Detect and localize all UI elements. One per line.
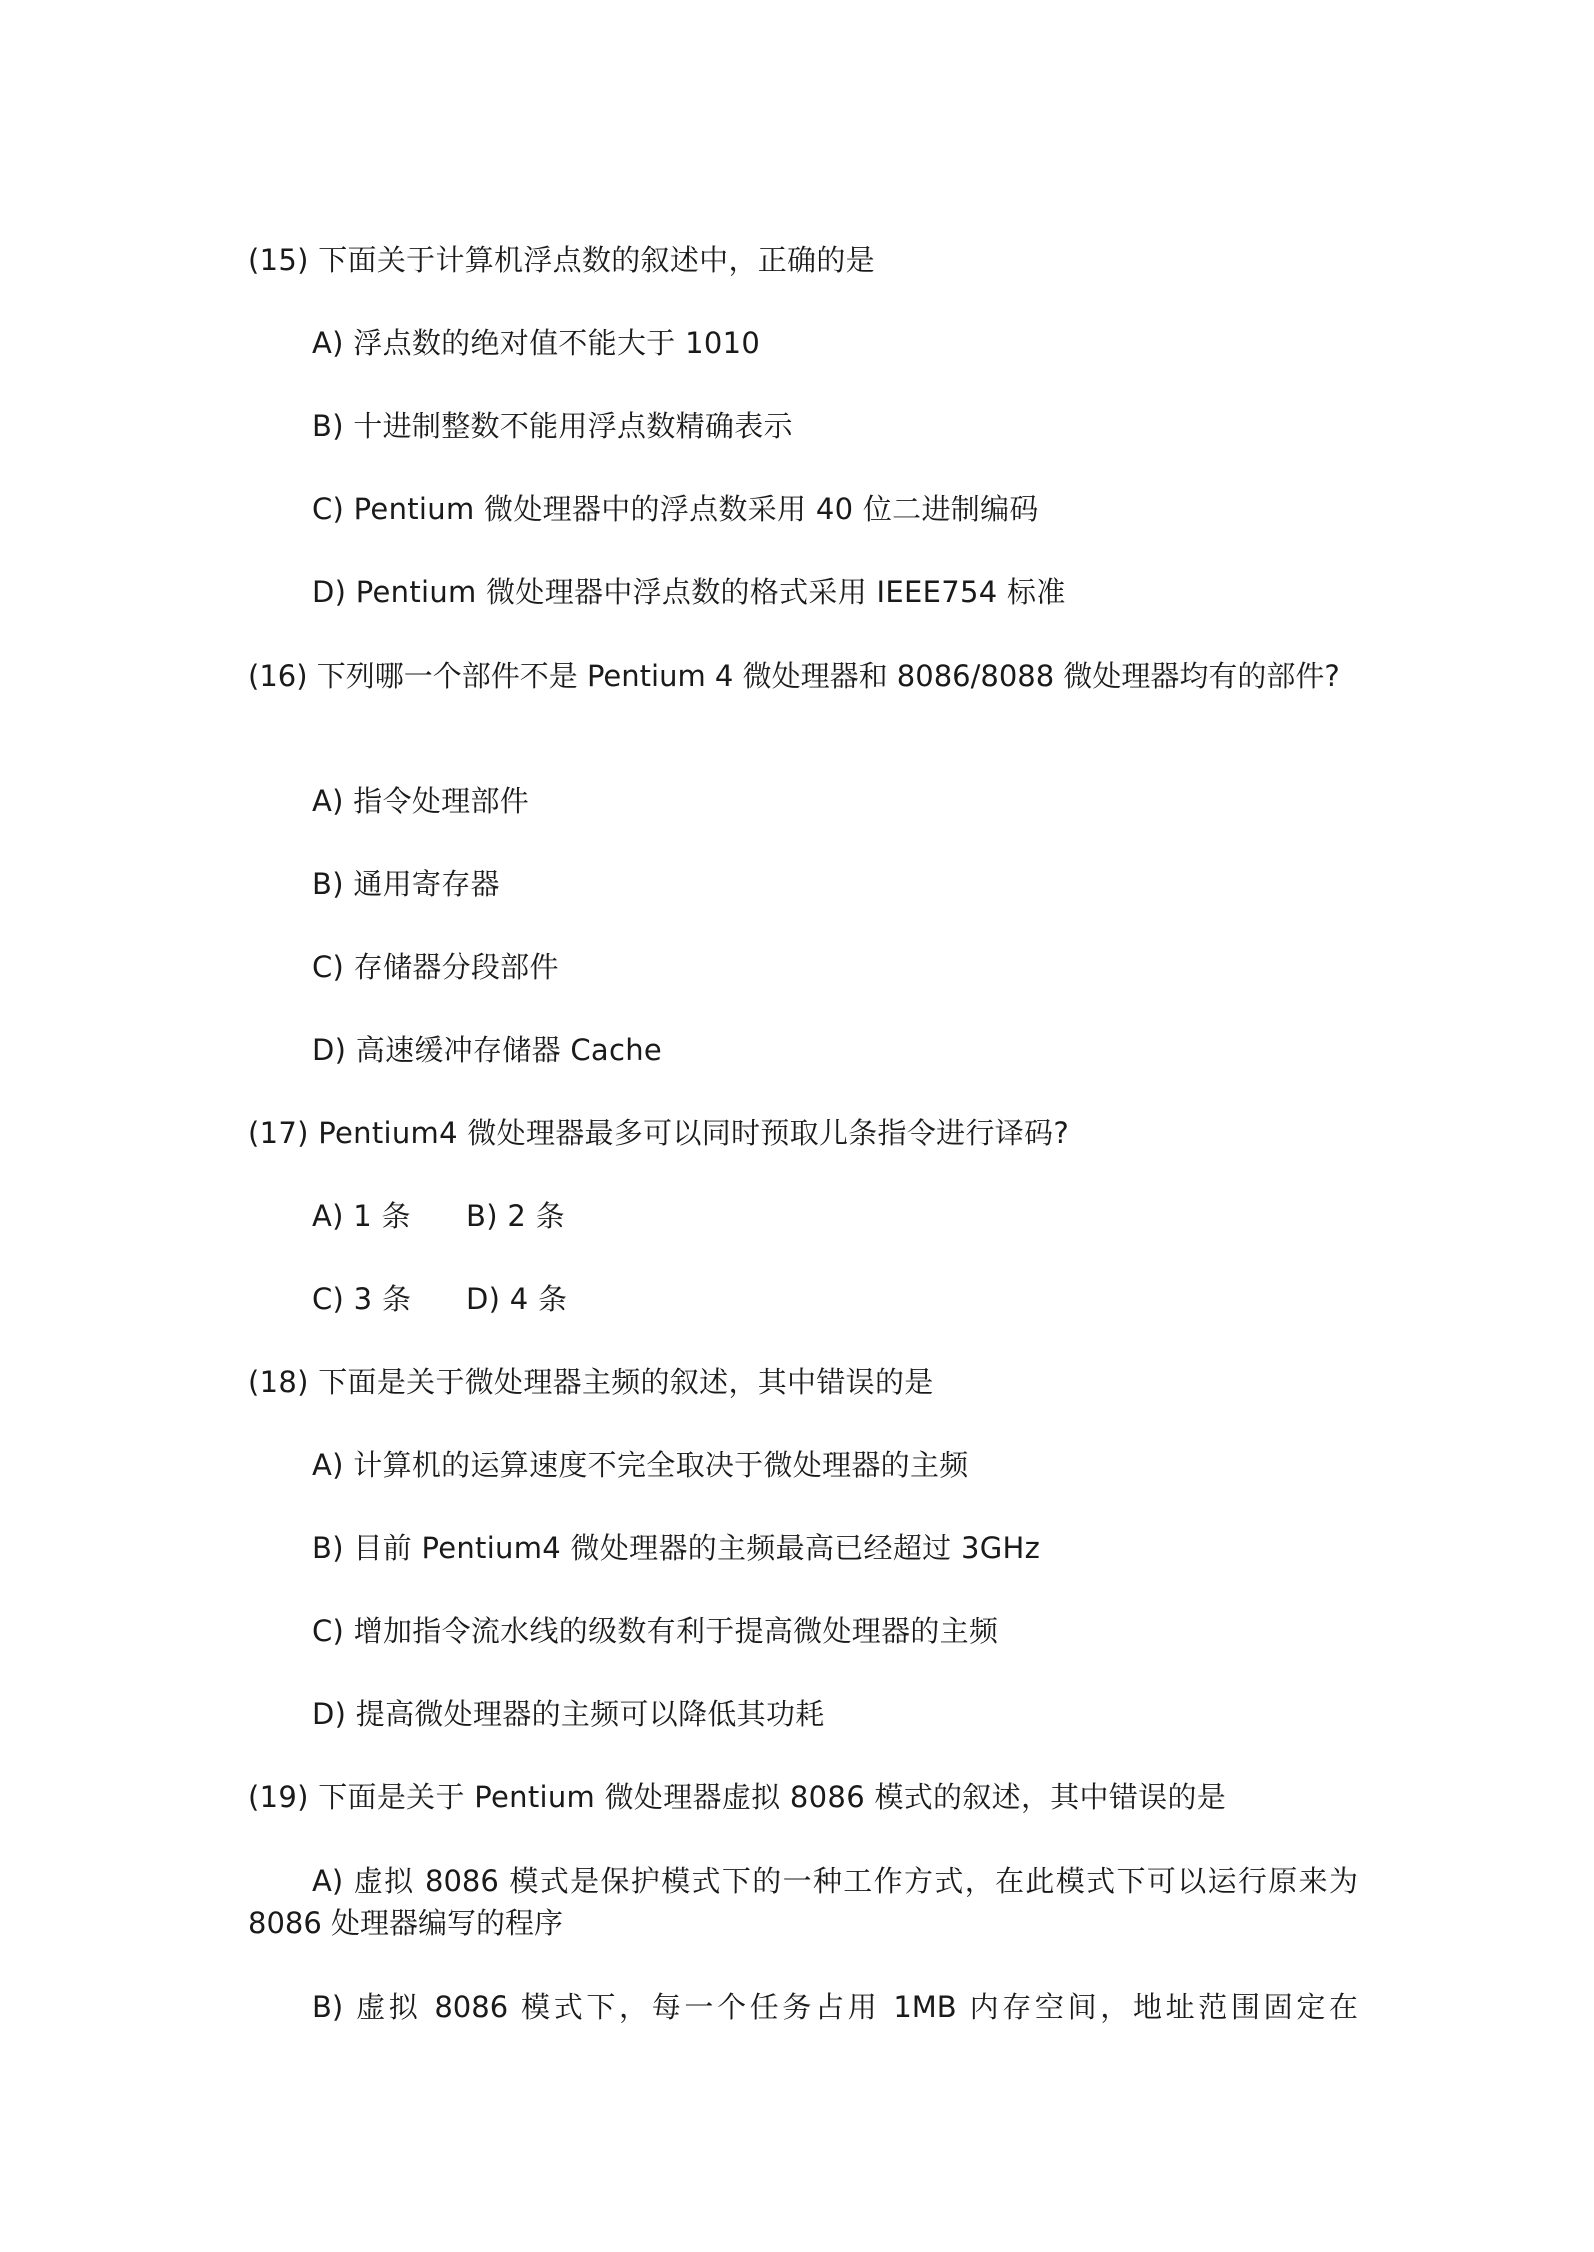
question-16-option-b: B) 通用寄存器: [312, 867, 500, 901]
question-17-option-c: C) 3 条: [312, 1282, 412, 1316]
question-18-stem: (18) 下面是关于微处理器主频的叙述，其中错误的是: [248, 1365, 934, 1399]
question-15-option-d: D) Pentium 微处理器中浮点数的格式采用 IEEE754 标准: [312, 575, 1066, 609]
question-16-option-a: A) 指令处理部件: [312, 784, 530, 818]
question-18-option-b: B) 目前 Pentium4 微处理器的主频最高已经超过 3GHz: [312, 1531, 1041, 1565]
question-17-stem: (17) Pentium4 微处理器最多可以同时预取儿条指令进行译码?: [248, 1116, 1070, 1150]
question-15-option-a: A) 浮点数的绝对值不能大于 1010: [312, 326, 761, 360]
question-16-option-d: D) 高速缓冲存储器 Cache: [312, 1033, 663, 1067]
question-17-option-a: A) 1 条: [312, 1199, 411, 1233]
question-16-stem: (16) 下列哪一个部件不是 Pentium 4 微处理器和 8086/8088 微处理器均有的部件?: [248, 659, 1340, 693]
question-15-option-b: B) 十进制整数不能用浮点数精确表示: [312, 409, 793, 443]
question-19-option-a: A) 虚拟 8086 模式是保护模式下的一种工作方式，在此模式下可以运行原来为 8086 处理器编写的程序: [248, 1864, 1358, 1940]
question-15-option-c: C) Pentium 微处理器中的浮点数采用 40 位二进制编码: [312, 492, 1039, 526]
question-19-option-b: B) 虚拟 8086 模式下，每一个任务占用 1MB 内存空间，地址范围固定在: [312, 1990, 1358, 2024]
question-18-option-a: A) 计算机的运算速度不完全取决于微处理器的主频: [312, 1448, 969, 1482]
question-17-option-d: D) 4 条: [466, 1282, 568, 1316]
question-19-stem: (19) 下面是关于 Pentium 微处理器虚拟 8086 模式的叙述，其中错误的是: [248, 1780, 1227, 1814]
question-17-option-b: B) 2 条: [466, 1199, 565, 1233]
question-16-option-c: C) 存储器分段部件: [312, 950, 559, 984]
question-15-stem: (15) 下面关于计算机浮点数的叙述中，正确的是: [248, 243, 875, 277]
question-18-option-d: D) 提高微处理器的主频可以降低其功耗: [312, 1697, 825, 1731]
question-18-option-c: C) 增加指令流水线的级数有利于提高微处理器的主频: [312, 1614, 999, 1648]
